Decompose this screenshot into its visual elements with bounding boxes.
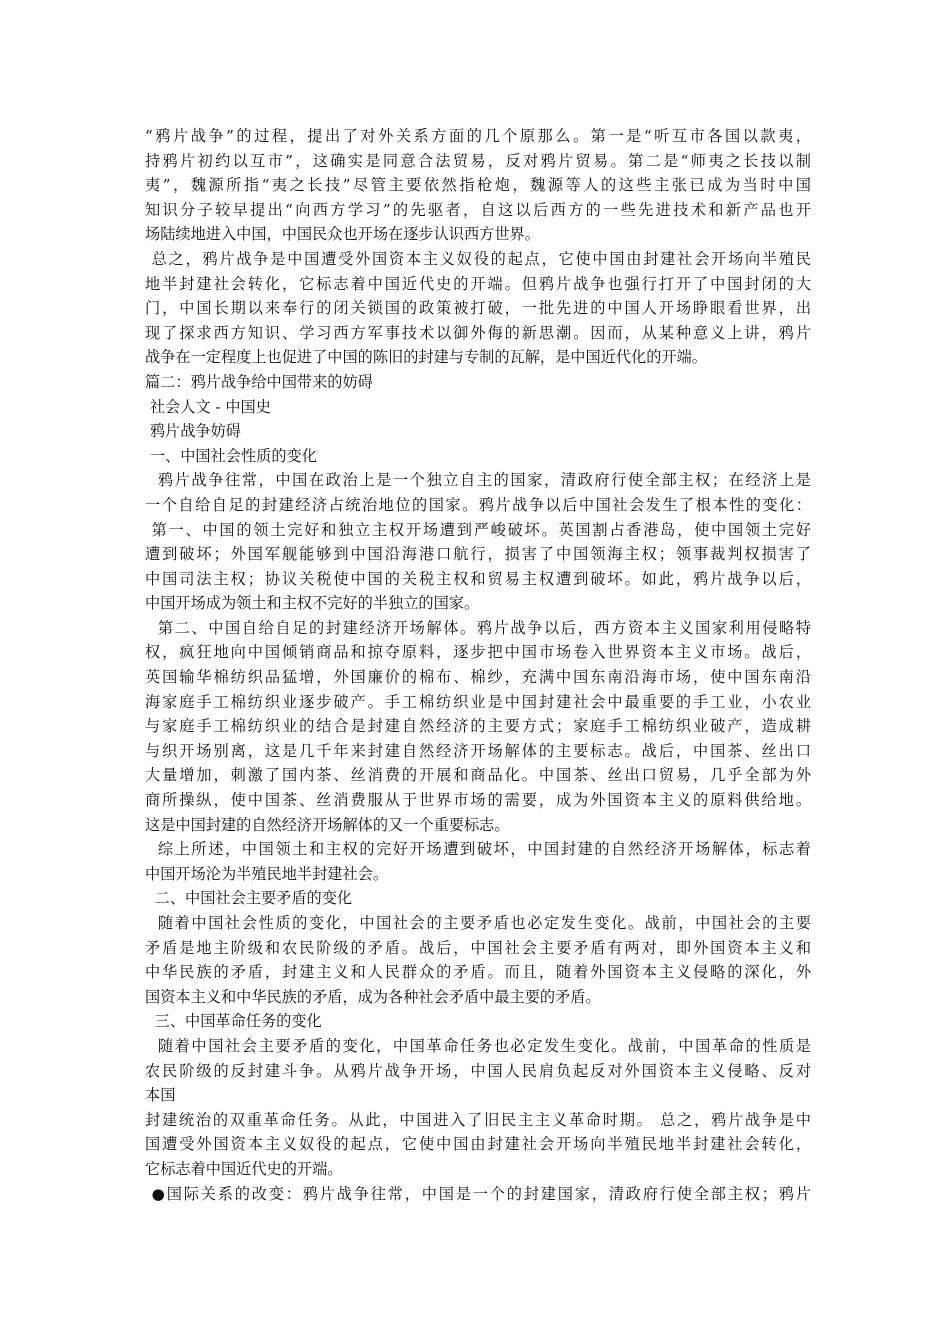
text-line: 一、中国社会性质的变化	[145, 446, 317, 465]
text-line: 中华民族的矛盾，封建主义和人民群众的矛盾。而且，随着外国资本主义侵略的深化，外	[145, 963, 811, 982]
text-line: “鸦片战争”的过程，提出了对外关系方面的几个原那么。第一是“听互市各国以款夷，	[145, 127, 811, 145]
text-line: 夷”，魏源所指“夷之长技”尽管主要依然指枪炮，魏源等人的这些主张已成为当时中国	[145, 176, 811, 195]
text-line: 商所操纵，使中国茶、丝消费服从于世界市场的需要，成为外国资本主义的原料供给地。	[145, 791, 811, 810]
text-line: 中国司法主权；协议关税使中国的关税主权和贸易主权遭到破坏。如此，鸦片战争以后，	[145, 569, 811, 588]
text-line: 权，疯狂地向中国倾销商品和掠夺原料，逐步把中国市场卷入世界资本主义市场。战后，	[145, 643, 811, 662]
text-line: 地半封建社会转化，它标志着中国近代史的开端。但鸦片战争也强行打开了中国封闭的大	[145, 274, 811, 293]
text-line: 封建统治的双重革命任务。从此，中国进入了旧民主主义革命时期。 总之，鸦片战争是中	[145, 1110, 811, 1129]
text-line: 社会人文 - 中国史	[145, 397, 271, 416]
text-line: 大量增加，刺激了国内茶、丝消费的开展和商品化。中国茶、丝出口贸易，几乎全部为外	[145, 766, 811, 785]
text-line: 鸦片战争妨碍	[145, 422, 241, 441]
text-line: 随着中国社会性质的变化，中国社会的主要矛盾也必定发生变化。战前，中国社会的主要	[145, 914, 811, 932]
text-line: 国遭受外国资本主义奴役的起点，它使中国由封建社会开场向半殖民地半封建社会转化，	[145, 1135, 811, 1154]
text-line: 篇二：鸦片战争给中国带来的妨碍	[145, 372, 373, 391]
text-line: 随着中国社会主要矛盾的变化，中国革命任务也必定发生变化。战前，中国革命的性质是	[145, 1036, 811, 1055]
document-body	[145, 124, 811, 1206]
text-line: 现了探求西方知识、学习西方军事技术以御外侮的新思潮。因而，从某种意义上讲，鸦片	[145, 323, 811, 342]
text-line: 第二、中国自给自足的封建经济开场解体。鸦片战争以后，西方资本主义国家利用侵略特	[145, 618, 811, 637]
text-line: 国资本主义和中华民族的矛盾，成为各种社会矛盾中最主要的矛盾。	[145, 987, 601, 1006]
text-line: 与家庭手工棉纺织业的结合是封建自然经济的主要方式；家庭手工棉纺织业破产，造成耕	[145, 717, 811, 736]
text-line: 三、中国革命任务的变化	[145, 1012, 322, 1031]
text-line: 场陆续地进入中国，中国民众也开场在逐步认识西方世界。	[145, 225, 540, 244]
text-line: 综上所述，中国领土和主权的完好开场遭到破坏，中国封建的自然经济开场解体，标志着	[145, 840, 811, 859]
text-line: 这是中国封建的自然经济开场解体的又一个重要标志。	[145, 815, 510, 834]
text-line: 持鸦片初约以互市”，这确实是同意合法贸易，反对鸦片贸易。第二是“师夷之长技以制	[145, 151, 811, 170]
text-line: 知识分子较早提出“向西方学习”的先驱者，自这以后西方的一些先进技术和新产品也开	[145, 200, 811, 219]
text-line: 中国开场成为领土和主权不完好的半独立的国家。	[145, 594, 480, 613]
text-line: 二、中国社会主要矛盾的变化	[145, 889, 353, 908]
text-line: 英国输华棉纺织品猛增，外国廉价的棉布、棉纱，充满中国东南沿海市场，使中国东南沿	[145, 668, 811, 687]
text-line: 鸦片战争往常，中国在政治上是一个独立自主的国家，清政府行使全部主权；在经济上是	[145, 471, 811, 490]
text-line: 与织开场别离，这是几千年来封建自然经济开场解体的主要标志。战后，中国茶、丝出口	[145, 741, 811, 760]
text-line: 本国	[145, 1086, 176, 1105]
text-line: 总之，鸦片战争是中国遭受外国资本主义奴役的起点，它使中国由封建社会开场向半殖民	[145, 249, 811, 268]
text-line: 农民阶级的反封建斗争。从鸦片战争开场，中国人民肩负起反对外国资本主义侵略、反对	[145, 1061, 811, 1080]
text-line: 矛盾是地主阶级和农民阶级的矛盾。战后，中国社会主要矛盾有两对，即外国资本主义和	[145, 938, 811, 957]
text-line: 战争在一定程度上也促进了中国的陈旧的封建与专制的瓦解，是中国近代化的开端。	[145, 348, 707, 367]
text-line: 第一、中国的领土完好和独立主权开场遭到严峻破坏。英国割占香港岛，使中国领土完好	[145, 520, 811, 539]
text-line: 中国开场沦为半殖民地半封建社会。	[145, 864, 388, 883]
text-line: 遭到破坏；外国军舰能够到中国沿海港口航行，损害了中国领海主权；领事裁判权损害了	[145, 545, 811, 564]
text-line: 海家庭手工棉纺织业逐步破产。手工棉纺织业是中国封建社会中最重要的手工业，小农业	[145, 692, 811, 711]
text-line: 一个自给自足的封建经济占统治地位的国家。鸦片战争以后中国社会发生了根本性的变化：	[145, 495, 811, 514]
text-line: 它标志着中国近代史的开端。	[145, 1159, 343, 1178]
text-line: ●国际关系的改变：鸦片战争往常，中国是一个的封建国家，清政府行使全部主权；鸦片	[145, 1184, 811, 1203]
text-line: 门，中国长期以来奉行的闭关锁国的政策被打破，一批先进的中国人开场睁眼看世界，出	[145, 299, 811, 318]
